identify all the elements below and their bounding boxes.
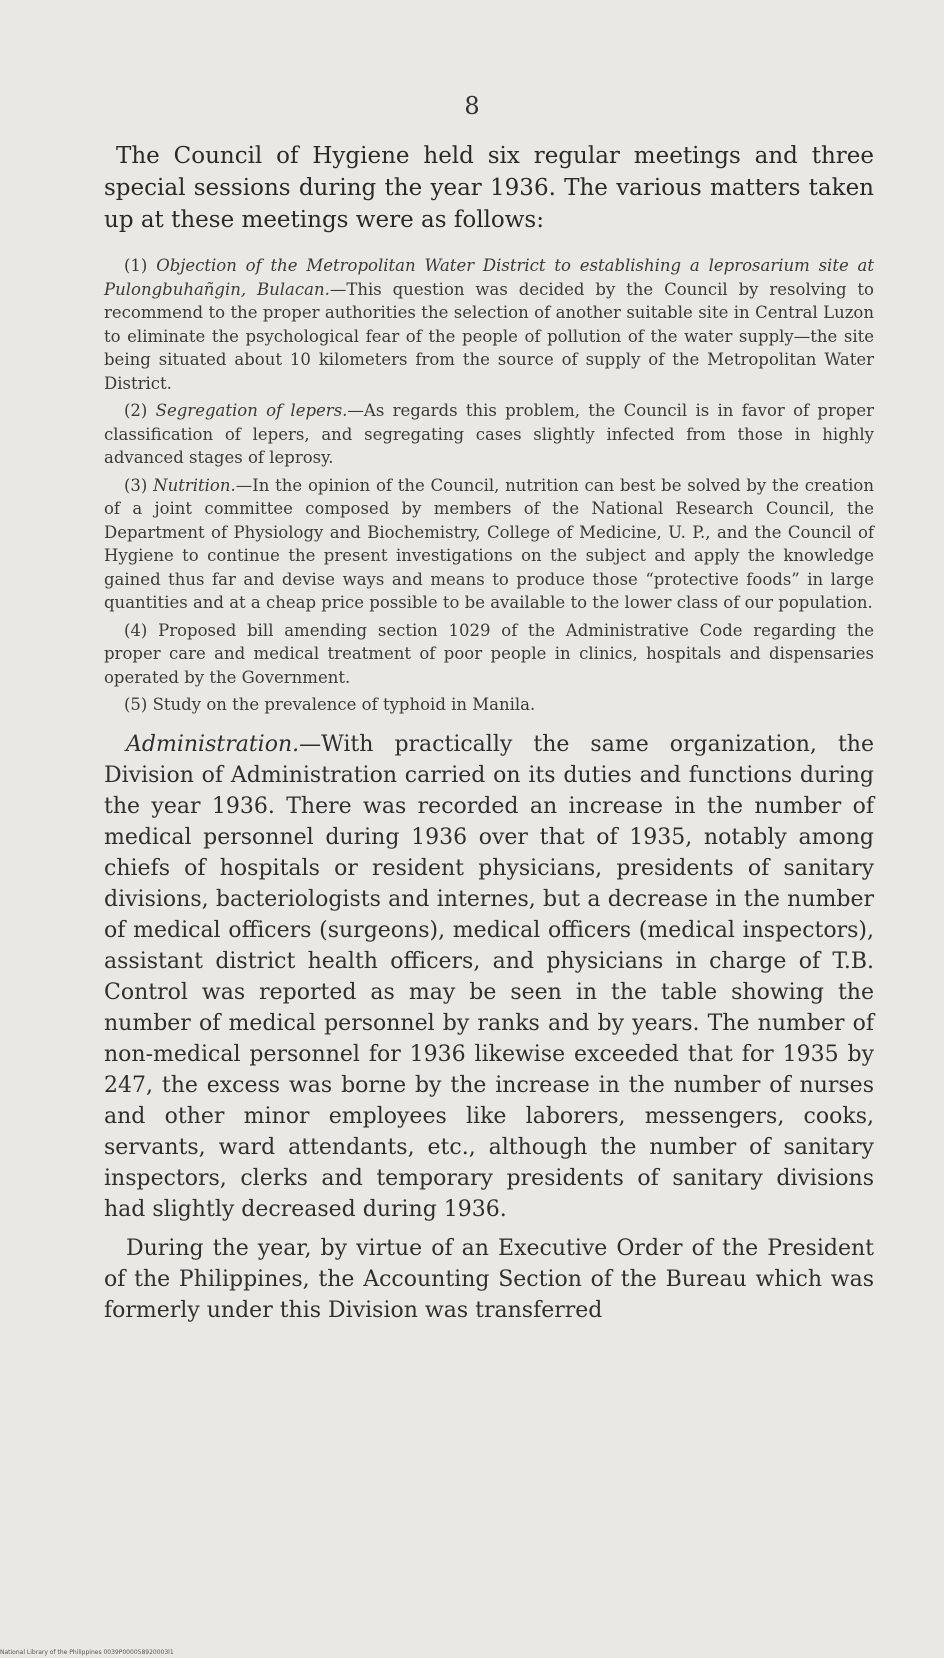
council-item-4 [104,619,874,690]
page-number: 8 [464,92,480,120]
item-heading: Nutrition. [153,475,236,495]
item-heading: Segregation of lepers. [155,401,348,420]
item-body: —As regards this problem, the Council is in favor of proper classification of lepers, and segregating cases slightly infected from those in highly advanced stages of leprosy. [104,401,874,467]
council-item-3 [104,474,874,615]
item-number: (1) [124,256,157,275]
intro-paragraph: The Council of Hygiene held six regular meetings and three special sessions during the year 1936. The various matters taken up at these meetings were as follows: [104,143,874,233]
item-body: —This question was decided by the Council by resolving to recommend to the proper authorities the selection of another suitable site in Central Luzon to eliminate the psychological fear of the people of pollution of the water supply—the site being situated about 10 kilometers from the source of supply of the Metropolitan Water District. [104,279,874,393]
administration-heading: Administration. [126,731,300,757]
administration-paragraph [104,729,874,1225]
item-number: (3) [124,475,154,495]
administration-body: —With practically the same organization, the Division of Administration carried on its duties and functions during the year 1936. There was recorded an increase in the number of medical personnel during 1936 over that of 1935, notably among chiefs of hospitals or resident physicians, presidents of sanitary divisions, bacteriologists and internes, but a decrease in the number of medical officers (surgeons), medical officers (medical inspectors), assistant district health officers, and physicians in charge of T.B. Control was reported as may be seen in the table showing the number of medical personnel by ranks and by years. The number of non-medical personnel for 1936 likewise exceeded that for 1935 by 247, the excess was borne by the increase in the number of nurses and other minor employees like laborers, messengers, cooks, servants, ward attendants, etc., although the number of sanitary inspectors, clerks and temporary presidents of sanitary divisions had slightly decreased during 1936. [104,731,874,1222]
scan-footer-note: National Library of the Philippines 0039P000058920003l1 [0,1649,174,1656]
item-body: Study on the prevalence of typhoid in Manila. [152,695,536,714]
item-number: (2) [124,401,156,420]
item-number: (5) [124,695,153,714]
page-content [104,140,874,1326]
item-body: —In the opinion of the Council, nutrition can best be solved by the creation of a joint committee composed by members of the National Research Council, the Department of Physiology and Biochemistry, College of Medicine, U. P., and the Council of Hygiene to continue the present investigations on the subject and apply the knowledge gained thus far and devise ways and means to produce those “protective foods” in large quantities and at a cheap price possible to be available to the lower class of our population. [104,475,874,612]
item-heading: Objection of the Metropolitan Water District to establishing a leprosarium site at Pulongbuhañgin, Bulacan. [104,256,874,299]
council-item-1 [104,254,874,395]
council-item-2 [104,399,874,470]
council-item-5 [104,693,874,717]
item-body: Proposed bill amending section 1029 of the Administrative Code regarding the proper care and medical treatment of poor people in clinics, hospitals and dispensaries operated by the Government. [104,620,875,687]
item-number: (4) [124,620,159,640]
final-paragraph: During the year, by virtue of an Executive Order of the President of the Philippines, the Accounting Section of the Bureau which was formerly under this Division was transferred [104,1235,874,1323]
